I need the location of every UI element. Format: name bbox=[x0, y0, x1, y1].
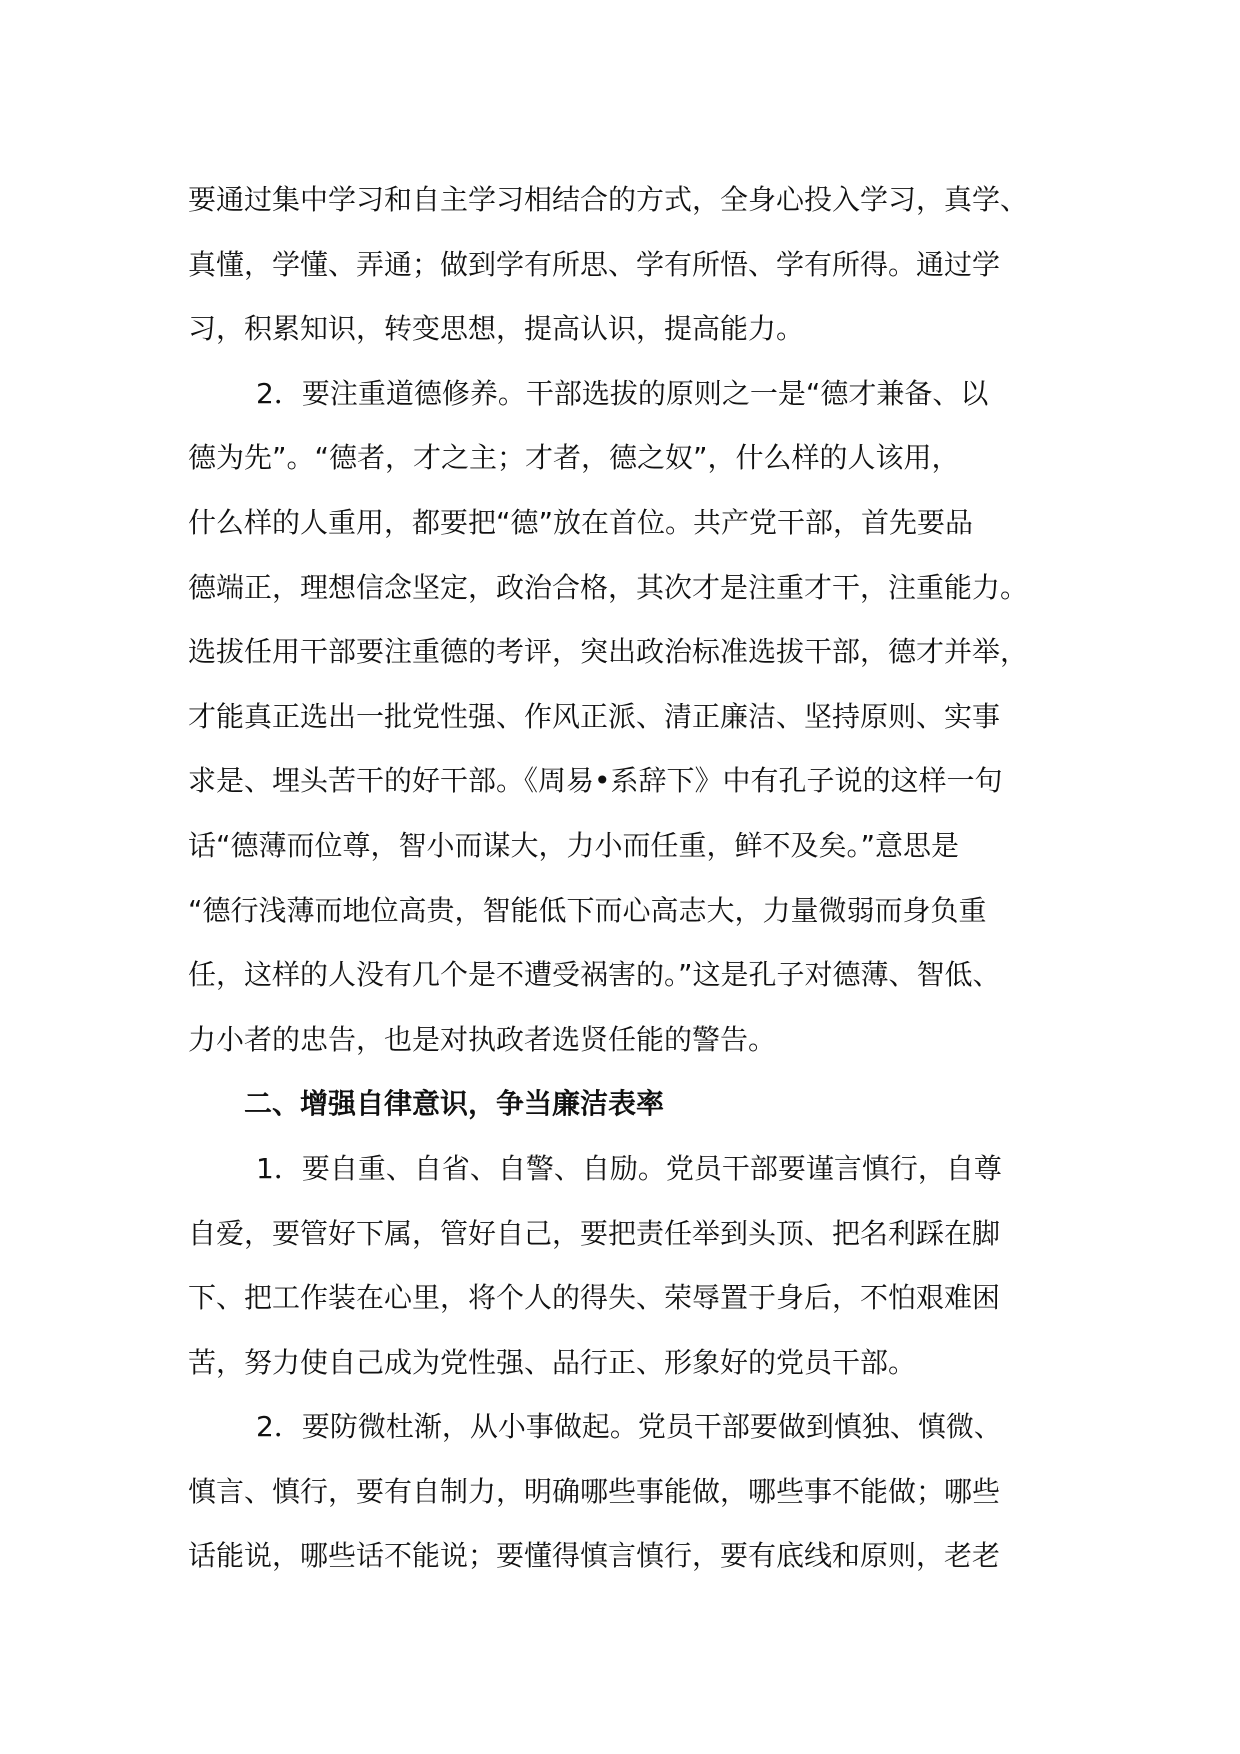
text-line: “德行浅薄而地位高贵，智能低下而心高志大，力量微弱而身负重 bbox=[188, 893, 987, 927]
text-line: 话“德薄而位尊，智小而谋大，力小而任重，鲜不及矣。”意思是 bbox=[188, 828, 960, 862]
text-line: 才能真正选出一批党性强、作风正派、清正廉洁、坚持原则、实事 bbox=[188, 699, 1001, 733]
body-text bbox=[188, 168, 1088, 1589]
text-line: 慎言、慎行，要有自制力，明确哪些事能做，哪些事不能做；哪些 bbox=[188, 1474, 1001, 1508]
text-line: 真懂，学懂、弄通；做到学有所思、学有所悟、学有所得。通过学 bbox=[188, 247, 1001, 281]
text-line: 德端正，理想信念坚定，政治合格，其次才是注重才干，注重能力。 bbox=[188, 570, 1029, 604]
text-line: 话能说，哪些话不能说；要懂得慎言慎行，要有底线和原则，老老 bbox=[188, 1539, 1001, 1573]
text-line: 2．要注重道德修养。干部选拔的原则之一是“德才兼备、以 bbox=[256, 376, 989, 410]
text-line: 1．要自重、自省、自警、自励。党员干部要谨言慎行，自尊 bbox=[256, 1151, 1002, 1185]
text-line: 力小者的忠告，也是对执政者选贤任能的警告。 bbox=[188, 1022, 777, 1056]
text-line: 选拔任用干部要注重德的考评，突出政治标准选拔干部，德才并举， bbox=[188, 635, 1029, 669]
text-line: 求是、埋头苦干的好干部。《周易•系辞下》中有孔子说的这样一句 bbox=[188, 764, 1003, 798]
text-line: 什么样的人重用，都要把“德”放在首位。共产党干部，首先要品 bbox=[188, 505, 974, 539]
text-line: 苦，努力使自己成为党性强、品行正、形象好的党员干部。 bbox=[188, 1345, 917, 1379]
text-line: 任，这样的人没有几个是不遭受祸害的。”这是孔子对德薄、智低、 bbox=[188, 958, 1001, 992]
text-line: 自爱，要管好下属，管好自己，要把责任举到头顶、把名利踩在脚 bbox=[188, 1216, 1001, 1250]
text-line: 习，积累知识，转变思想，提高认识，提高能力。 bbox=[188, 312, 805, 346]
section-heading: 二、增强自律意识，争当廉洁表率 bbox=[244, 1087, 665, 1121]
text-line: 要通过集中学习和自主学习相结合的方式，全身心投入学习，真学、 bbox=[188, 183, 1029, 216]
text-line: 德为先”。“德者，才之主；才者，德之奴”，什么样的人该用， bbox=[188, 441, 960, 475]
text-line: 下、把工作装在心里，将个人的得失、荣辱置于身后，不怕艰难困 bbox=[188, 1281, 1001, 1315]
text-line: 2．要防微杜渐，从小事做起。党员干部要做到慎独、慎微、 bbox=[256, 1410, 1002, 1444]
